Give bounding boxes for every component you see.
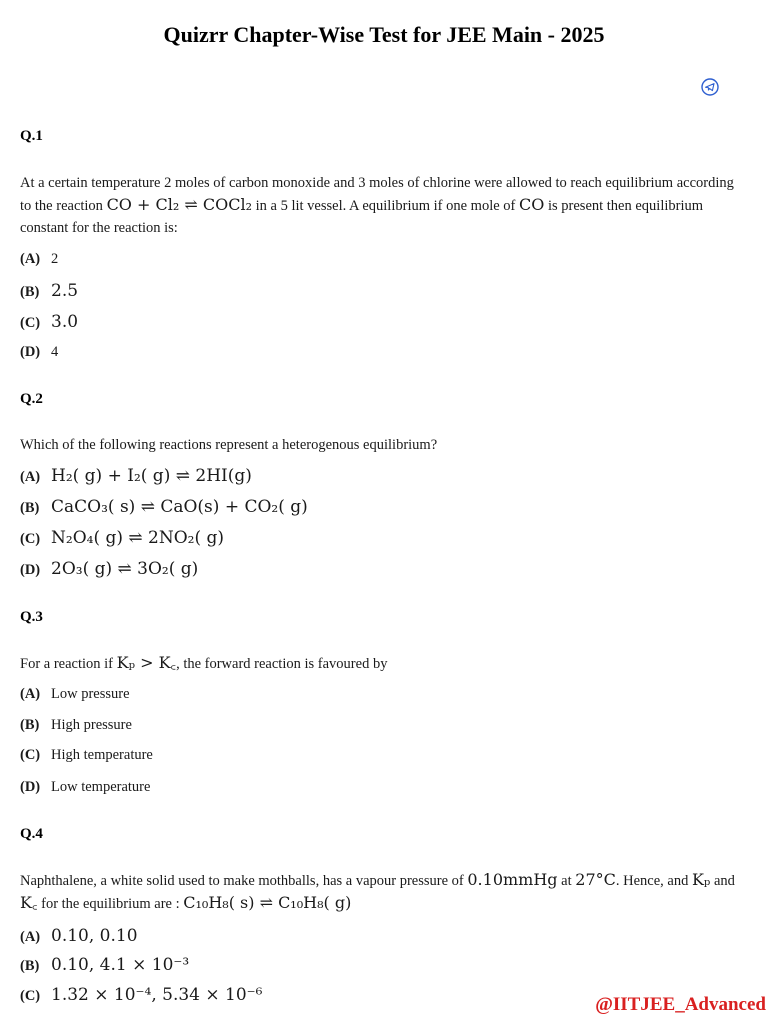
question-text-part: for the equilibrium are : — [37, 896, 184, 912]
option-d[interactable] — [20, 779, 150, 796]
question-text-part: Which of the following reactions represent a heterogenous equilibrium? — [20, 437, 438, 453]
question-text-part: is present then equilibrium constant for the reaction is: — [20, 198, 704, 236]
option-letter: (B) — [20, 284, 40, 300]
option-letter: (D) — [20, 344, 41, 360]
watermark: @IITJEE_Advanced — [595, 994, 766, 1015]
question-label: Q.2 — [20, 391, 43, 407]
formula: 0.10mmHg — [467, 870, 558, 889]
question-text — [20, 172, 740, 239]
option-value: 2 — [51, 251, 59, 267]
question-text-part: . Hence, and — [615, 873, 692, 889]
question-text-part: For a reaction if — [20, 656, 117, 672]
option-letter: (C) — [20, 747, 41, 763]
option-value: 1.32 × 10⁻⁴, 5.34 × 10⁻⁶ — [51, 985, 263, 1005]
question-text — [20, 869, 740, 915]
formula: Kₚ > K꜀ — [116, 653, 177, 672]
option-b[interactable] — [20, 717, 132, 734]
option-d[interactable] — [20, 559, 198, 579]
option-letter: (B) — [20, 500, 40, 516]
formula: K꜀ — [20, 893, 38, 912]
option-a[interactable] — [20, 466, 252, 486]
question-text — [20, 434, 740, 456]
option-letter: (C) — [20, 988, 41, 1004]
question-text — [20, 652, 740, 675]
question-text-part: , the forward reaction is favoured by — [176, 656, 388, 672]
question-label: Q.4 — [20, 826, 43, 842]
option-b[interactable] — [20, 281, 78, 301]
option-letter: (A) — [20, 929, 41, 945]
option-letter: (A) — [20, 251, 41, 267]
question-text-part: Naphthalene, a white solid used to make mothballs, has a vapour pressure of — [20, 873, 468, 889]
option-value: 2.5 — [51, 281, 79, 301]
option-value: CaCO₃( s) ⇌ CaO(s) + CO₂( g) — [51, 497, 308, 517]
telegram-icon[interactable] — [701, 78, 719, 96]
option-value: N₂O₄( g) ⇌ 2NO₂( g) — [51, 528, 225, 548]
option-value: 4 — [51, 344, 59, 360]
reaction-equation: C₁₀H₈( s) ⇌ C₁₀H₈( g) — [183, 893, 352, 912]
option-b[interactable] — [20, 955, 189, 975]
option-letter: (A) — [20, 686, 41, 702]
option-letter: (D) — [20, 562, 41, 578]
formula: Kₚ — [691, 870, 711, 889]
question-label: Q.3 — [20, 609, 43, 625]
option-value: Low pressure — [51, 686, 130, 702]
option-value: Low temperature — [51, 779, 151, 795]
option-letter: (B) — [20, 958, 40, 974]
question-text-part: At a certain temperature 2 moles of carbon monoxide and 3 moles of chlorine were allowed to reach equilibrium according to the reaction — [20, 175, 734, 214]
option-a[interactable] — [20, 686, 130, 703]
page-title: Quizrr Chapter-Wise Test for JEE Main - 2025 — [163, 22, 605, 47]
option-letter: (D) — [20, 779, 41, 795]
option-value: H₂( g) + I₂( g) ⇌ 2HI(g) — [51, 466, 252, 486]
option-c[interactable] — [20, 985, 262, 1005]
reaction-equation: CO + Cl₂ ⇌ COCl₂ — [106, 195, 252, 214]
option-value: 3.0 — [51, 312, 79, 332]
option-b[interactable] — [20, 497, 308, 517]
option-a[interactable] — [20, 251, 58, 268]
formula: 27°C — [575, 870, 616, 889]
option-c[interactable] — [20, 528, 224, 548]
option-value: 2O₃( g) ⇌ 3O₂( g) — [51, 559, 199, 579]
option-value: 0.10, 4.1 × 10⁻³ — [51, 955, 190, 975]
option-d[interactable] — [20, 344, 58, 361]
question-label: Q.1 — [20, 128, 43, 144]
formula: CO — [519, 195, 545, 214]
option-letter: (C) — [20, 315, 41, 331]
question-text-part: and — [710, 873, 735, 889]
option-letter: (B) — [20, 717, 40, 733]
option-c[interactable] — [20, 312, 78, 332]
option-value: High pressure — [51, 717, 132, 733]
option-letter: (C) — [20, 531, 41, 547]
option-value: High temperature — [51, 747, 153, 763]
option-a[interactable] — [20, 926, 138, 946]
question-text-part: at — [557, 873, 576, 889]
question-text-part: in a 5 lit vessel. A equilibrium if one mole of — [251, 198, 519, 214]
option-value: 0.10, 0.10 — [51, 926, 138, 946]
option-letter: (A) — [20, 469, 41, 485]
option-c[interactable] — [20, 747, 153, 764]
